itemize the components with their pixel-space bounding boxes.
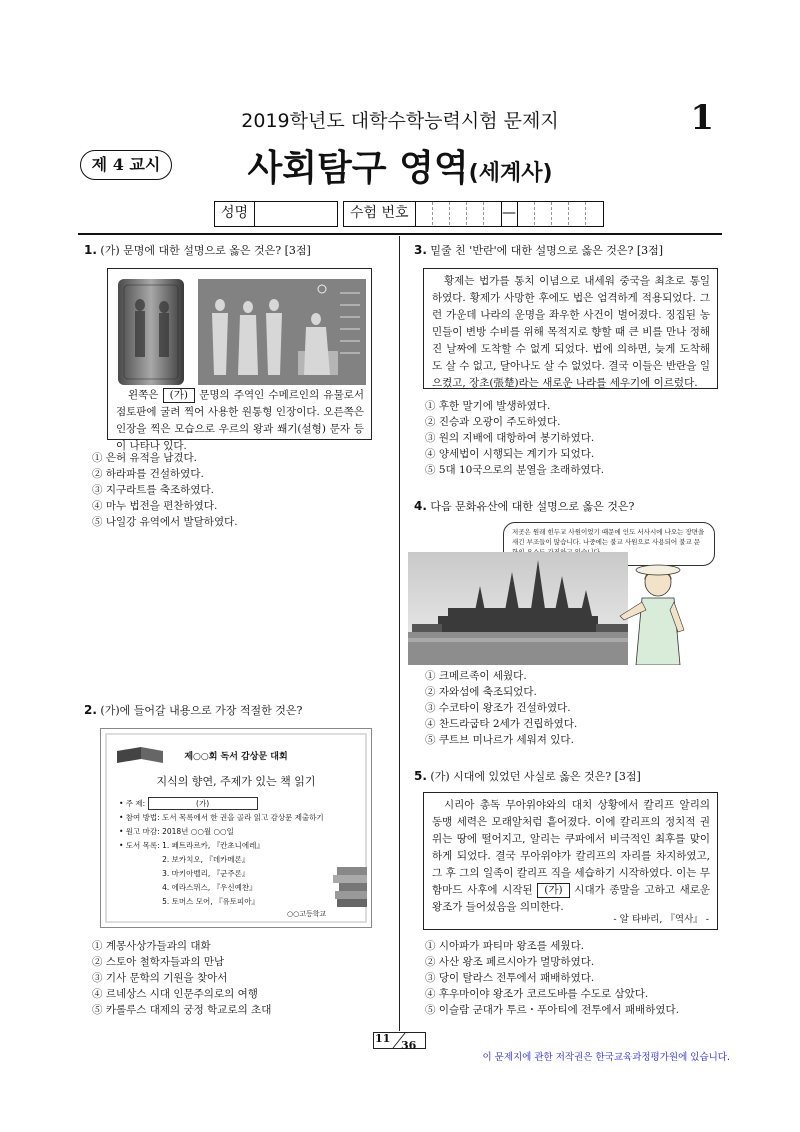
option[interactable]: ② 하라파를 건설하였다. <box>92 468 204 480</box>
tour-guide-figure <box>620 565 684 665</box>
option[interactable]: ① 은허 유적을 남겼다. <box>92 452 197 464</box>
book-stack-icon <box>333 867 367 907</box>
book-item: 1. 페트라르카, 『칸초니에레』 <box>162 841 264 850</box>
exam-number-label: 수험 번호 <box>344 202 416 226</box>
option[interactable]: ② 스토아 철학자들과의 만남 <box>92 956 225 968</box>
subject-main: 사회탐구 영역 <box>247 148 469 189</box>
option[interactable]: ⑤ 쿠트브 미나르가 세워져 있다. <box>425 734 574 746</box>
question-3-passage: 황제는 법가를 통치 이념으로 내세워 중국을 최초로 통일하였다. 황제가 사망한 후에도 법은 엄격하게 적용되었다. 그런 가운데 나라의 운명을 좌우한 사건이 벌어졌다. 징집된 농민들이 변방 수비를 위해 목적지로 향할 때 큰 비를 만나 정해진 날짜에 도착할 수 없게 되었다. 법에 의하면, 늦게 도착해도 살 수 없고, 달아나도 살 수 없었다. 결국 이들은 반란을 일으켰고, 장초(張楚)라는 새로운 나라를 세우기에 이르렀다. <box>432 275 710 389</box>
blank-ga: (가) <box>163 388 195 403</box>
option[interactable]: ③ 지구라트를 축조하였다. <box>92 484 214 496</box>
question-5-options <box>425 938 679 1018</box>
option[interactable]: ② 사산 왕조 페르시아가 멸망하였다. <box>425 956 595 968</box>
copyright-notice: 이 문제지에 관한 저작권은 한국교육과정평가원에 있습니다. <box>482 1052 730 1063</box>
deadline-row: • 원고 마감: 2018년 ○○월 ○○일 <box>119 827 234 836</box>
book-item: 4. 에라스뮈스, 『우신예찬』 <box>162 883 257 892</box>
option[interactable]: ① 크메르족이 세웠다. <box>425 670 527 682</box>
page-number: 1 <box>690 98 714 138</box>
school-name: ○○고등학교 <box>287 910 327 918</box>
book-item: 3. 마키아벨리, 『군주론』 <box>162 869 250 878</box>
card-subtitle: 지식의 향연, 주제가 있는 책 읽기 <box>156 775 316 788</box>
cylinder-seal-image <box>108 275 371 390</box>
option[interactable]: ④ 양세법이 시행되는 계기가 되었다. <box>425 448 595 460</box>
option[interactable]: ① 계몽사상가들과의 대화 <box>92 940 211 952</box>
option[interactable]: ⑤ 나일강 유역에서 발달하였다. <box>92 516 238 528</box>
question-5-passage: 시리아 총독 무아위야와의 대치 상황에서 칼리프 알리의 동맹 세력은 모래알처럼 흩어졌다. 이에 칼리프의 정치적 권위는 땅에 떨어지고, 알리는 쿠파에서 비극적인 최후를 맞이하게 되었다. 결국 무아위야가 칼리프의 자리를 차지하였고, 그 후 그의 일족이 칼리프 직을 세습하기 시작하였다. 이는 무함마드 사후에 시작된 (가) 시대가 종말을 고하고 새로운 왕조가 들어섰음을 의미한다. <box>432 799 710 913</box>
exam-number-dash: — <box>501 202 518 226</box>
exam-number-digits-b[interactable] <box>518 202 603 226</box>
speech-bubble: 저곳은 원래 힌두교 사원이었기 때문에 인도 서사시에 나오는 장면을 새긴 부조들이 많습니다. 나중에는 불교 사원으로 사용되어 불교 문 <box>503 522 715 566</box>
question-4 <box>414 498 722 514</box>
name-label: 성명 <box>215 202 255 226</box>
question-4-title: 4. 다음 문화유산에 대한 설명으로 옳은 것은? <box>414 499 635 513</box>
name-box <box>214 201 338 227</box>
question-1-title: 1. (가) 문명에 대한 설명으로 옳은 것은? [3점] <box>84 243 311 257</box>
question-1-options <box>92 450 238 530</box>
card-details <box>119 797 324 909</box>
footer-page-current: 11 <box>375 1032 391 1045</box>
question-1 <box>84 242 392 258</box>
option[interactable]: ③ 수코타이 왕조가 건설하였다. <box>425 702 571 714</box>
books-row: • 도서 목록: 1. 페트라르카, 『칸초니에레』 2. 보카치오, 『데카메론』 3. 마키아벨리, 『군주론』 4. 에라스뮈스, 『우신예찬』 5. 토머스 모어, 『유토피아』 <box>119 839 324 909</box>
question-3-title: 3. 밑줄 친 '반란'에 대한 설명으로 옳은 것은? [3점] <box>414 243 664 257</box>
footer-page-fraction <box>373 1034 427 1050</box>
option[interactable]: ③ 당이 탈라스 전투에서 패배하였다. <box>425 972 595 984</box>
reading-contest-card <box>100 728 372 928</box>
method-row: • 참여 방법: 도서 목록에서 한 권을 골라 읽고 감상문 제출하기 <box>119 813 324 822</box>
question-4-options <box>425 668 577 748</box>
question-2-title: 2. (가)에 들어갈 내용으로 가장 적절한 것은? <box>84 703 303 717</box>
question-4-figure <box>408 520 723 665</box>
passage-source: - 알 타바리, 『역사』 - <box>613 914 709 925</box>
question-2-options <box>92 938 271 1018</box>
exam-title: 2019학년도 대학수학능력시험 문제지 <box>241 110 559 132</box>
question-3-options <box>425 398 604 478</box>
question-2 <box>84 702 392 718</box>
question-5-passage-box <box>423 792 718 930</box>
card-heading: 제○○회 독서 감상문 대회 <box>184 752 288 762</box>
option[interactable]: ③ 원의 지배에 대항하여 봉기하였다. <box>425 432 595 444</box>
book-item: 5. 토머스 모어, 『유토피아』 <box>162 897 259 906</box>
option[interactable]: ④ 찬드라굽타 2세가 건립하였다. <box>425 718 578 730</box>
option[interactable]: ③ 기사 문학의 기원을 찾아서 <box>92 972 228 984</box>
question-3 <box>414 242 722 258</box>
header-divider <box>78 233 722 235</box>
question-1-passage: 왼쪽은 (가) 문명의 주역인 수메르인의 유물로서 점토판에 굴려 찍어 사용한 원통형 인장이다. 오른쪽은 인장을 찍은 모습으로 우르의 왕과 쐐기(설형) 문자 등이 나타나 있다. <box>116 389 364 452</box>
question-5 <box>414 768 722 784</box>
option[interactable]: ⑤ 이슬람 군대가 투르・푸아티에 전투에서 패배하였다. <box>425 1004 680 1016</box>
option[interactable]: ② 진승과 오광이 주도하였다. <box>425 416 561 428</box>
name-field[interactable] <box>255 202 337 226</box>
question-1-source-box <box>107 268 372 452</box>
option[interactable]: ⑤ 카롤루스 대제의 궁정 학교로의 초대 <box>92 1004 272 1016</box>
footer-page-total: 36 <box>401 1039 417 1052</box>
option[interactable]: ② 자와섬에 축조되었다. <box>425 686 537 698</box>
option[interactable]: ④ 르네상스 시대 인문주의로의 여행 <box>92 988 258 1000</box>
option[interactable]: ① 후한 말기에 발생하였다. <box>425 400 551 412</box>
exam-number-box <box>343 201 604 227</box>
question-3-passage-box <box>423 268 718 389</box>
book-item: 2. 보카치오, 『데카메론』 <box>162 855 250 864</box>
topic-blank: (가) <box>148 797 258 810</box>
option[interactable]: ④ 후우마이야 왕조가 코르도바를 수도로 삼았다. <box>425 988 649 1000</box>
option[interactable]: ⑤ 5대 10국으로의 분열을 초래하였다. <box>425 464 605 476</box>
blank-ga: (가) <box>537 883 569 898</box>
exam-number-digits-a[interactable] <box>416 202 501 226</box>
question-5-title: 5. (가) 시대에 있었던 사실로 옳은 것은? [3점] <box>414 769 641 783</box>
period-badge: 제 4 교시 <box>80 150 172 180</box>
column-divider <box>399 236 400 1031</box>
subject-sub: (세계사) <box>468 161 553 186</box>
option[interactable]: ④ 마누 법전을 편찬하였다. <box>92 500 218 512</box>
option[interactable]: ① 시아파가 파티마 왕조를 세웠다. <box>425 940 585 952</box>
angkor-wat-image <box>408 520 723 665</box>
subject-title <box>0 140 800 191</box>
topic-row: • 주 제: (가) <box>119 797 324 811</box>
